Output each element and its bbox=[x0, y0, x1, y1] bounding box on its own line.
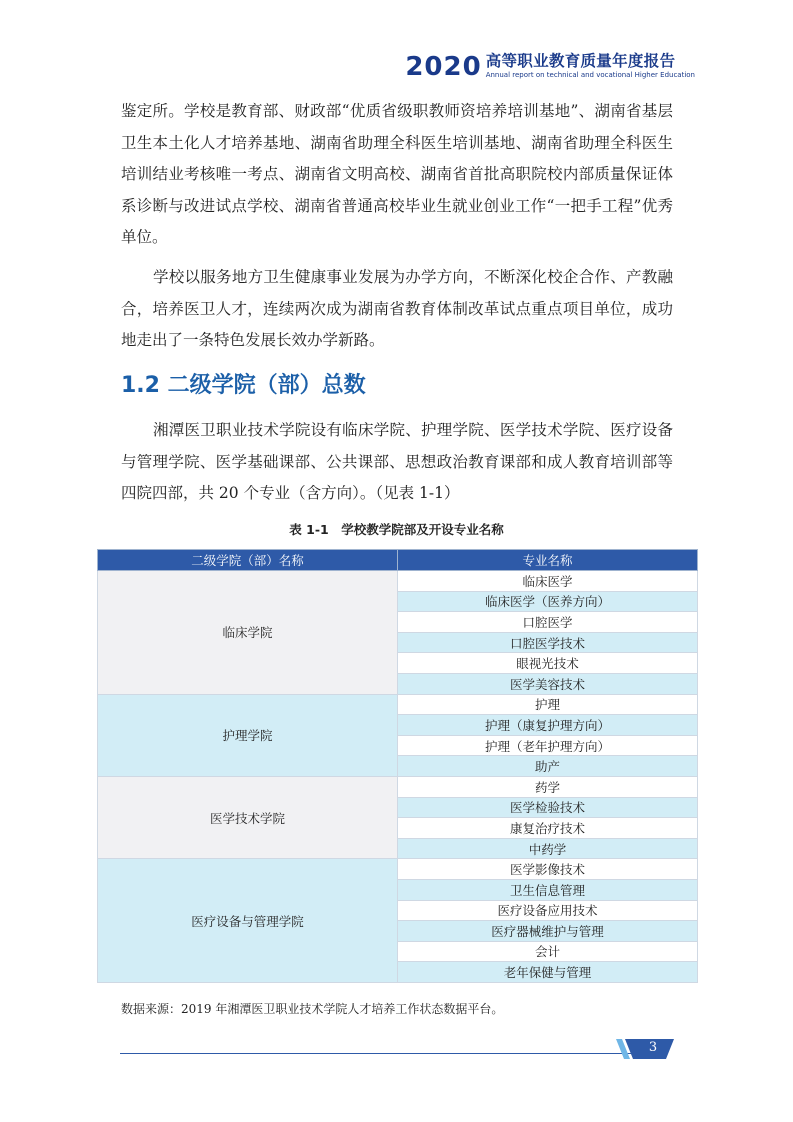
report-title: 高等职业教育质量年度报告 bbox=[485, 52, 676, 70]
column-header-major: 专业名称 bbox=[398, 550, 698, 571]
major-name-cell: 医学影像技术 bbox=[398, 859, 698, 880]
major-name-cell: 中药学 bbox=[398, 838, 698, 859]
major-name-cell: 医学美容技术 bbox=[398, 673, 698, 694]
major-name-cell: 护理 bbox=[398, 694, 698, 715]
major-name-cell: 卫生信息管理 bbox=[398, 879, 698, 900]
page-number: 3 bbox=[648, 1040, 658, 1055]
table-row bbox=[98, 571, 698, 592]
table-header-row bbox=[98, 550, 698, 571]
major-name-cell: 护理（老年护理方向） bbox=[398, 735, 698, 756]
data-source-note: 数据来源：2019 年湘潭医卫职业技术学院人才培养工作状态数据平台。 bbox=[121, 1002, 504, 1016]
report-subtitle: Annual report on technical and vocational Higher Education bbox=[485, 71, 695, 79]
major-name-cell: 眼视光技术 bbox=[398, 653, 698, 674]
table-row bbox=[98, 694, 698, 715]
major-name-cell: 医疗设备应用技术 bbox=[398, 900, 698, 921]
table-row bbox=[98, 776, 698, 797]
major-name-cell: 会计 bbox=[398, 941, 698, 962]
major-name-cell: 口腔医学技术 bbox=[398, 632, 698, 653]
college-name-cell: 临床学院 bbox=[98, 571, 398, 695]
major-name-cell: 康复治疗技术 bbox=[398, 818, 698, 839]
college-name-cell: 医疗设备与管理学院 bbox=[98, 859, 398, 983]
major-name-cell: 临床医学 bbox=[398, 571, 698, 592]
table-caption: 表 1-1 学校教学院部及开设专业名称 bbox=[289, 522, 504, 537]
college-name-cell: 护理学院 bbox=[98, 694, 398, 776]
footer-rule bbox=[120, 1053, 640, 1054]
report-year: 2020 bbox=[405, 52, 482, 82]
major-name-cell: 药学 bbox=[398, 776, 698, 797]
paragraph-intro-continued: 鉴定所。学校是教育部、财政部“优质省级职教师资培养培训基地”、湖南省基层卫生本土化人才培养基地、湖南省助理全科医生培训基地、湖南省助理全科医生培训结业考核唯一考点、湖南省文明高校、湖南省首批高职院校内部质量保证体系诊断与改进试点学校、湖南省普通高校毕业生就业创业工作“一把手工程”优秀单位。 bbox=[121, 102, 673, 246]
majors-table bbox=[97, 549, 698, 983]
report-header bbox=[405, 52, 695, 82]
major-name-cell: 医疗器械维护与管理 bbox=[398, 921, 698, 942]
column-header-college: 二级学院（部）名称 bbox=[98, 550, 398, 571]
major-name-cell: 医学检验技术 bbox=[398, 797, 698, 818]
major-name-cell: 助产 bbox=[398, 756, 698, 777]
major-name-cell: 临床医学（医养方向） bbox=[398, 591, 698, 612]
major-name-cell: 口腔医学 bbox=[398, 612, 698, 633]
table-row bbox=[98, 859, 698, 880]
major-name-cell: 护理（康复护理方向） bbox=[398, 715, 698, 736]
report-title-block bbox=[486, 52, 695, 80]
paragraph-colleges: 湘潭医卫职业技术学院设有临床学院、护理学院、医学技术学院、医疗设备与管理学院、医学基础课部、公共课部、思想政治教育课部和成人教育培训部等四院四部，共 20 个专业（含方向）。（见表 1-1） bbox=[121, 421, 673, 502]
college-name-cell: 医学技术学院 bbox=[98, 776, 398, 858]
paragraph-mission: 学校以服务地方卫生健康事业发展为办学方向，不断深化校企合作、产教融合，培养医卫人才，连续两次成为湖南省教育体制改革试点重点项目单位，成功地走出了一条特色发展长效办学新路。 bbox=[121, 268, 673, 349]
major-name-cell: 老年保健与管理 bbox=[398, 962, 698, 983]
section-heading: 1.2 二级学院（部）总数 bbox=[121, 373, 366, 398]
table-body bbox=[98, 571, 698, 983]
